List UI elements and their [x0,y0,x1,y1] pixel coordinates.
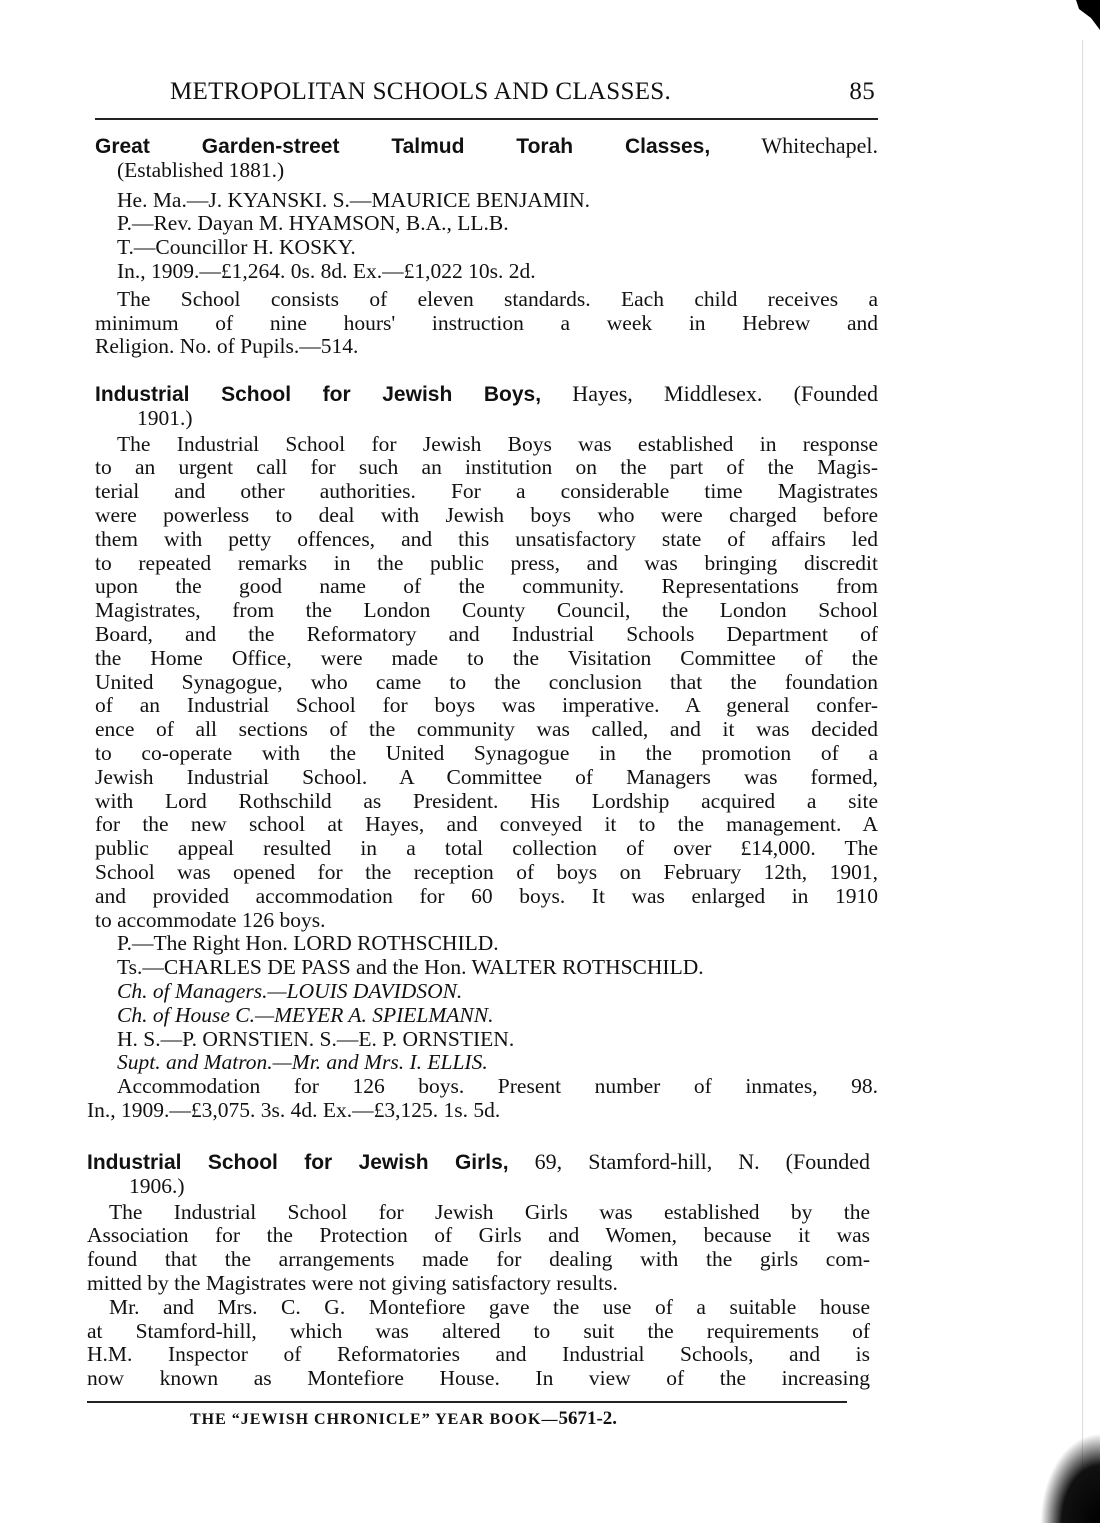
body-line: them with petty offences, and this unsatisfactory state of affairs led [95,526,878,551]
finance-line: In., 1909.—£1,264. 0s. 8d. Ex.—£1,022 10s. 2d. [117,258,536,283]
body-line: to repeated remarks in the public press, and was bringing discredit [95,550,878,575]
entry-title-bold: Industrial School for Jewish Girls, [87,1151,509,1174]
body-line: terial and other authorities. For a considerable time Magistrates [95,479,878,504]
officer-line: P.—The Right Hon. LORD ROTHSCHILD. [117,931,499,956]
body-line: were powerless to deal with Jewish boys who were charged before [95,502,878,527]
body-line: Religion. No. of Pupils.—514. [95,334,359,359]
body-line: now known as Montefiore House. In view of the increasing [87,1366,870,1391]
footer-rule [87,1401,847,1403]
body-line: with Lord Rothschild as President. His Lordship acquired a site [95,788,878,813]
footer-year: 5671-2. [558,1408,618,1429]
body-line: to an urgent call for such an institution on the part of the Magis- [95,455,878,480]
body-line: The Industrial School for Jewish Boys was established in response [117,431,878,456]
running-title: METROPOLITAN SCHOOLS AND CLASSES. [170,78,672,105]
finance-line: In., 1909.—£3,075. 3s. 4d. Ex.—£3,125. 1s. 5d. [87,1097,501,1122]
scan-edge-artifact [1082,40,1083,1480]
body-line: for the new school at Hayes, and conveyed it to the management. A [95,812,878,837]
entry-title [95,134,878,159]
header-rule [95,118,878,120]
body-line: to accommodate 126 boys. [95,907,326,932]
body-line: found that the arrangements made for dealing with the girls com- [87,1247,870,1272]
body-line: at Stamford-hill, which was altered to suit the requirements of [87,1318,870,1343]
entry-girls-industrial-school [87,1150,870,1391]
body-line: ence of all sections of the community was called, and it was decided [95,717,878,742]
entry-title [95,382,878,407]
body-line: Jewish Industrial School. A Committee of Managers was formed, [95,764,878,789]
officer-line: Ch. of Managers.—LOUIS DAVIDSON. [117,978,463,1003]
running-head [170,78,875,106]
entry-talmud-torah [95,134,878,359]
body-line: Association for the Protection of Girls and Women, because it was [87,1223,870,1248]
body-line: to co-operate with the United Synagogue in the promotion of a [95,740,878,765]
officer-line: He. Ma.—J. KYANSKI. S.—MAURICE BENJAMIN. [117,187,591,212]
body-line: The School consists of eleven standards. Each child receives a [117,286,878,311]
entry-boys-industrial-school [87,381,878,1123]
entry-established: 1901.) [137,405,193,430]
officer-line: T.—Councillor H. KOSKY. [117,235,356,260]
entry-title-bold: Industrial School for Jewish Boys, [95,383,542,406]
scan-corner-artifact-top [1070,0,1100,30]
body-line: minimum of nine hours' instruction a week in Hebrew and [95,310,878,335]
body-line: Magistrates, from the London County Council, the London School [95,598,878,623]
body-line: School was opened for the reception of boys on February 12th, 1901, [95,859,878,884]
entry-title-bold: Great Garden-street Talmud Torah Classes, [95,135,711,158]
entry-title-location: Hayes, Middlesex. (Founded [541,381,878,406]
entry-established: 1906.) [129,1173,185,1198]
body-line: Mr. and Mrs. C. G. Montefiore gave the use of a suitable house [109,1294,870,1319]
entry-title-location: Whitechapel. [710,133,878,158]
officer-line: Supt. and Matron.—Mr. and Mrs. I. ELLIS. [117,1050,488,1075]
officer-line: P.—Rev. Dayan M. HYAMSON, B.A., LL.B. [117,211,509,236]
body-line: and provided accommodation for 60 boys. It was enlarged in 1910 [95,883,878,908]
body-line: public appeal resulted in a total collection of over £14,000. The [95,836,878,861]
page-number: 85 [849,78,875,105]
body-line: Board, and the Reformatory and Industrial Schools Department of [95,621,878,646]
body-line: H.M. Inspector of Reformatories and Industrial Schools, and is [87,1342,870,1367]
footer-text: THE “JEWISH CHRONICLE” YEAR BOOK— [190,1411,559,1428]
scan-corner-artifact-bottom [1040,1433,1100,1523]
entry-title [87,1150,870,1175]
body-line: the Home Office, were made to the Visitation Committee of the [95,645,878,670]
accommodation-line: Accommodation for 126 boys. Present number of inmates, 98. [117,1074,878,1099]
body-line: upon the good name of the community. Representations from [95,574,878,599]
officer-line: Ch. of House C.—MEYER A. SPIELMANN. [117,1002,494,1027]
body-line: mitted by the Magistrates were not giving satisfactory results. [87,1270,618,1295]
officer-line: Ts.—CHARLES DE PASS and the Hon. WALTER ROTHSCHILD. [117,955,704,980]
page-footer [190,1408,617,1430]
entry-established: (Established 1881.) [117,157,285,182]
entry-title-location: 69, Stamford-hill, N. (Founded [508,1149,870,1174]
body-line: The Industrial School for Jewish Girls was established by the [109,1199,870,1224]
body-line: United Synagogue, who came to the conclusion that the foundation [95,669,878,694]
body-line: of an Industrial School for boys was imperative. A general confer- [95,693,878,718]
officer-line: H. S.—P. ORNSTIEN. S.—E. P. ORNSTIEN. [117,1026,515,1051]
